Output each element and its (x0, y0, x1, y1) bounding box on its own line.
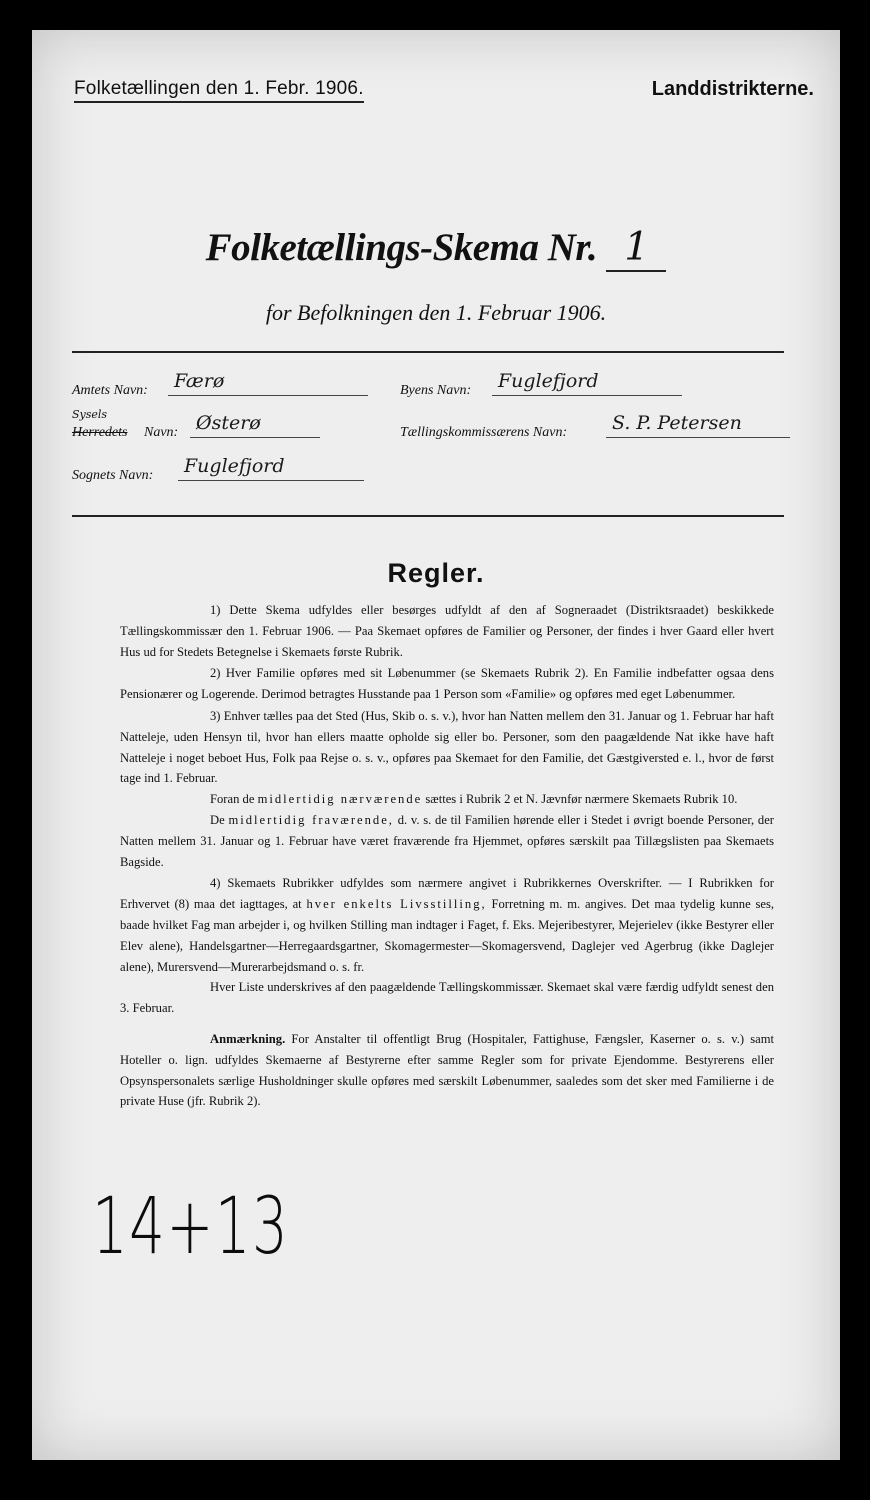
form-subtitle: for Befolkningen den 1. Februar 1906. (265, 300, 607, 325)
top-divider (72, 351, 784, 353)
header-census-date: Folketællingen den 1. Febr. 1906. (74, 78, 364, 103)
rule-1: 1) Dette Skema udfyldes eller besørges udfyldt af den af Sogneraadet (Distriktsraadet) beskikkede Tællingskommissær den 1. Februar 1906. — Paa Skemaet opføres de Familier og Personer, der findes i hver Gaard eller hvert Hus ud for Stedets Betegnelse i Skemaets første Rubrik. (120, 603, 774, 659)
census-form-page (32, 30, 840, 1460)
herred-field: Østerø (190, 412, 320, 438)
rule-4b: Hver Liste underskrives af den paagældende Tællingskommissær. Skemaet skal være færdig udfyldt senest den 3. Februar. (120, 980, 774, 1016)
rules-heading: Regler. (387, 558, 485, 588)
header-district-type: Landdistrikterne. (651, 78, 814, 100)
handwritten-total: 14+13 (92, 1182, 290, 1272)
rule-3b: Foran de midlertidig nærværende sættes i Rubrik 2 et N. Jævnfør nærmere Skemaets Rubrik 10. (210, 792, 738, 807)
sogn-field: Fuglefjord (178, 455, 364, 481)
form-title-text: Folketællings-Skema Nr. (205, 226, 598, 269)
byen-label: Byens Navn: (400, 383, 472, 398)
annotation: Anmærkning. For Anstalter til offentligt Brug (Hospitaler, Fattighuse, Fængsler, Kaserner o. s. v.) samt Hoteller o. lign. udfyldes Skemaerne af Bestyrerne efter samme Regler som for private Ejendomme. Bestyrerens eller Opsynspersonalets særlige Husholdninger skulle opføres med særskilt Løbenummer, saaledes som det sker med Familierne i de private Huse (jfr. Rubrik 2). (120, 1031, 774, 1109)
form-number-field: 1 (606, 225, 666, 272)
amt-label: Amtets Navn: (72, 383, 148, 398)
byen-field: Fuglefjord (492, 370, 682, 396)
kommissaer-field: S. P. Petersen (606, 412, 790, 438)
sogn-label: Sognets Navn: (72, 468, 154, 483)
herred-struck-label: Herredets (72, 425, 128, 440)
sysels-handwritten-label: Sysels (72, 408, 108, 421)
rule-3c: De midlertidig fraværende, d. v. s. de til Familien hørende eller i Stedet i øvrigt boende Personer, der Natten mellem 31. Januar og 1. Februar have været fraværende fra Hjemmet, opføres særskilt paa Tillægslisten paa Skemaets Bagside. (120, 812, 774, 869)
amt-field: Færø (168, 370, 368, 396)
rule-3: 3) Enhver tælles paa det Sted (Hus, Skib o. s. v.), hvor han Natten mellem den 31. Januar og 1. Februar har haft Natteleje, uden Hensyn til, hvor han ellers maatte opholde sig eller bo. Personer, som den paagældende Nat ikke have haft Natteleje i noget beboet Hus, Folk paa Rejse o. s. v., opføres paa Skemaet for den Familie, det Gæstgiversted e. l., hvor de først tage ind 1. Februar. (120, 708, 774, 786)
bottom-divider (72, 515, 784, 517)
kommissaer-label: Tællingskommissærens Navn: (400, 425, 568, 440)
herred-label: Navn: (144, 425, 179, 440)
form-title (32, 225, 840, 272)
rule-4: 4) Skemaets Rubrikker udfyldes som nærmere angivet i Rubrikkernes Overskrifter. — I Rubrikken for Erhvervet (8) maa det iagttages, at hver enkelts Livsstilling, Forretning m. m. angives. Det maa tydelig kunne ses, baade hvilket Fag man arbejder i, og hvilken Stilling man indtager i Faget, f. Eks. Mejeribestyrer, Mejerielev (ikke Bestyrer eller Elev alene), Handelsgartner—Herregaardsgartner, Skomagermester—Skomagersvend, Daglejer ved Agerbrug (ikke Daglejer alene), Murersvend—Murerarbejdsmand o. s. fr. (120, 876, 775, 974)
rules-text (120, 600, 774, 1112)
rule-2: 2) Hver Familie opføres med sit Løbenummer (se Skemaets Rubrik 2). En Familie indbefatter ogsaa dens Pensionærer og Logerende. Derimod betragtes Husstande paa 1 Person som «Familie» og opføres med eget Løbenummer. (120, 666, 774, 702)
